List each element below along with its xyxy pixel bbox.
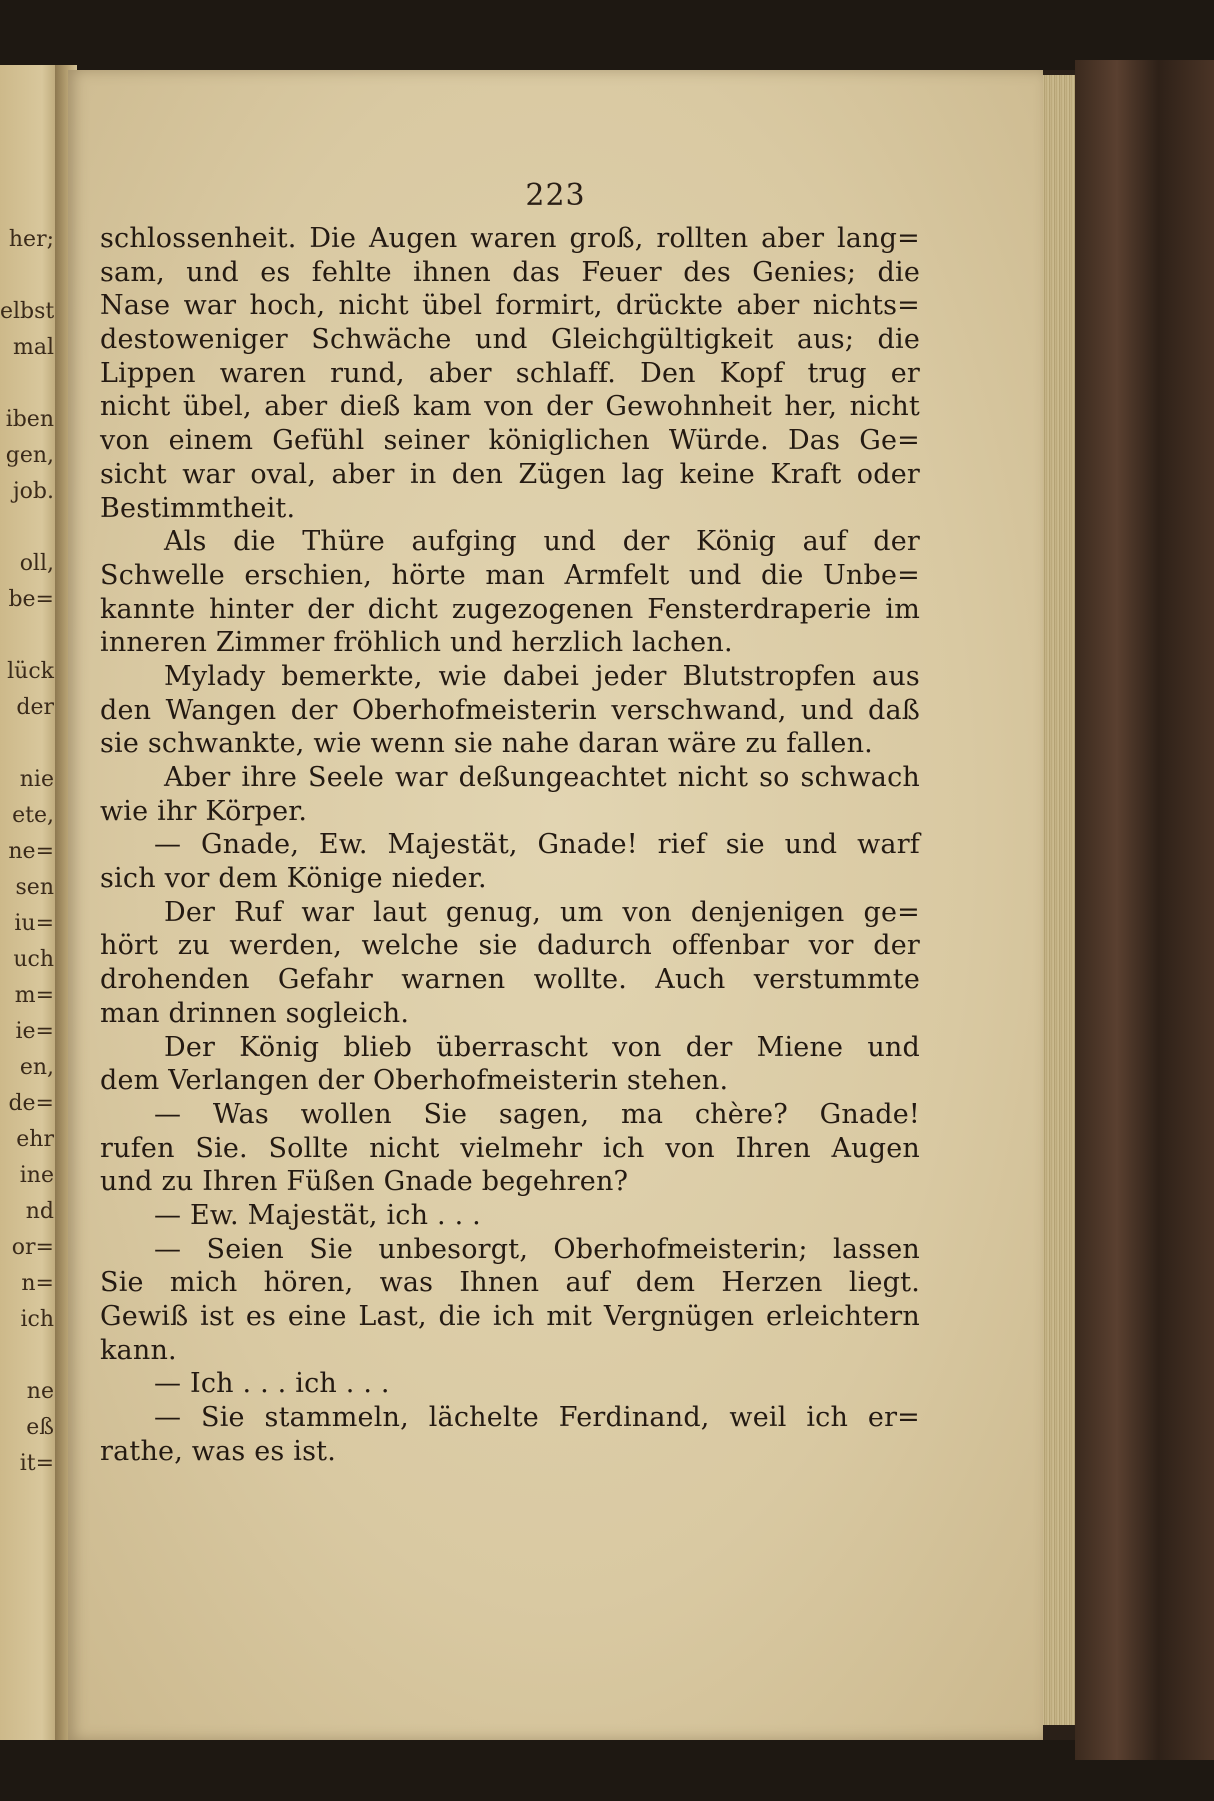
previous-page-fragment: eß <box>26 1415 54 1440</box>
previous-page-fragment: ete, <box>12 803 54 828</box>
text-line: von einem Gefühl seiner königlichen Würde. Das Ge= <box>100 425 920 457</box>
scan-background-top <box>0 0 1214 70</box>
previous-page-fragment: job. <box>12 479 54 504</box>
text-line: sie schwankte, wie wenn sie nahe daran wäre zu fallen. <box>100 728 873 760</box>
previous-page-fragment: n= <box>21 1271 54 1296</box>
previous-page-edge <box>0 65 60 1740</box>
previous-page-fragment: it= <box>19 1451 54 1476</box>
text-line: Der Ruf war laut genug, um von denjenigen ge= <box>164 896 920 928</box>
previous-page-fragment <box>0 623 58 659</box>
previous-page-fragment: mal <box>12 335 54 360</box>
previous-page-fragment <box>0 371 58 407</box>
text-line: Nase war hoch, nicht übel formirt, drückte aber nichts= <box>100 290 920 322</box>
text-line: — Seien Sie unbesorgt, Oberhofmeisterin; lassen <box>154 1233 920 1265</box>
previous-page-fragment: nd <box>25 1199 54 1224</box>
text-line: hört zu werden, welche sie dadurch offenbar vor der <box>100 930 920 962</box>
page-number: 223 <box>525 178 586 213</box>
previous-page-fragment: gen, <box>5 443 54 468</box>
text-line: — Was wollen Sie sagen, ma chère? Gnade! <box>154 1098 920 1130</box>
text-line: wie ihr Körper. <box>100 795 308 827</box>
previous-page-fragment: elbst <box>0 299 55 324</box>
previous-page-fragment: lück <box>7 659 54 684</box>
text-line: — Gnade, Ew. Majestät, Gnade! rief sie und warf <box>154 829 920 861</box>
previous-page-fragment: der <box>16 695 54 720</box>
text-line: sicht war oval, aber in den Zügen lag keine Kraft oder <box>100 458 920 490</box>
text-line: Sie mich hören, was Ihnen auf dem Herzen liegt. <box>100 1267 920 1299</box>
text-line: Als die Thüre aufging und der König auf der <box>164 526 920 558</box>
text-line: den Wangen der Oberhofmeisterin verschwand, und daß <box>100 694 920 726</box>
text-line: Lippen waren rund, aber schlaff. Den Kopf trug er <box>100 357 920 389</box>
previous-page-fragment: ich <box>20 1307 54 1332</box>
previous-page-fragment: ne= <box>8 839 54 864</box>
text-line: kannte hinter der dicht zugezogenen Fensterdraperie im <box>100 593 920 625</box>
text-line: nicht übel, aber dieß kam von der Gewohnheit her, nicht <box>100 391 920 423</box>
previous-page-fragment: or= <box>11 1235 54 1260</box>
text-line: Schwelle erschien, hörte man Armfelt und die Unbe= <box>100 559 920 591</box>
previous-page-fragment: oll, <box>19 551 54 576</box>
previous-page-fragment: en, <box>19 1055 54 1080</box>
text-line: und zu Ihren Füßen Gnade begehren? <box>100 1166 629 1198</box>
text-line: inneren Zimmer fröhlich und herzlich lachen. <box>100 627 733 659</box>
previous-page-fragment: uch <box>13 947 54 972</box>
previous-page-fragment: sen <box>15 875 54 900</box>
text-line: — Sie stammeln, lächelte Ferdinand, weil ich er= <box>154 1402 920 1434</box>
previous-page-fragment: ne <box>26 1379 54 1404</box>
previous-page-fragment: ehr <box>16 1127 54 1152</box>
text-line: dem Verlangen der Oberhofmeisterin stehen. <box>100 1065 729 1097</box>
previous-page-fragment <box>0 515 58 551</box>
previous-page-fragment <box>0 731 58 767</box>
previous-page-fragment: nie <box>19 767 54 792</box>
text-line: rathe, was es ist. <box>100 1435 336 1467</box>
previous-page-fragment <box>0 263 58 299</box>
previous-page-fragment: ine <box>19 1163 54 1188</box>
text-line: — Ich . . . ich . . . <box>154 1368 390 1400</box>
text-line: kann. <box>100 1334 177 1366</box>
text-line: — Ew. Majestät, ich . . . <box>154 1199 481 1231</box>
book-page <box>68 70 1043 1740</box>
text-line: sam, und es fehlte ihnen das Feuer des Genies; die <box>100 256 920 288</box>
text-line: destoweniger Schwäche und Gleichgültigkeit aus; die <box>100 324 920 356</box>
previous-page-fragment: iu= <box>14 911 54 936</box>
scan-background-bottom <box>0 1740 1214 1801</box>
previous-page-fragment: ie= <box>15 1019 54 1044</box>
previous-page-fragment: de= <box>8 1091 54 1116</box>
text-line: Gewiß ist es eine Last, die ich mit Vergnügen erleichtern <box>100 1301 920 1332</box>
text-line: Mylady bemerkte, wie dabei jeder Blutstropfen aus <box>164 660 920 692</box>
text-line: Aber ihre Seele war deßungeachtet nicht so schwach <box>164 762 920 793</box>
text-line: sich vor dem Könige nieder. <box>100 863 487 895</box>
text-line: schlossenheit. Die Augen waren groß, rollten aber lang= <box>100 223 920 254</box>
previous-page-fragment: iben <box>5 407 54 432</box>
previous-page-fragment: be= <box>8 587 54 612</box>
previous-page-fragment <box>0 1343 58 1379</box>
text-line: rufen Sie. Sollte nicht vielmehr ich von Ihren Augen <box>100 1132 920 1164</box>
page-text <box>100 222 920 1468</box>
text-line: man drinnen sogleich. <box>100 997 410 1029</box>
previous-page-fragment: m= <box>14 983 54 1008</box>
book-cover-edge <box>1075 60 1214 1760</box>
text-line: Der König blieb überrascht von der Miene und <box>164 1031 920 1063</box>
text-line: drohenden Gefahr warnen wollte. Auch verstummte <box>100 964 920 996</box>
text-line: Bestimmtheit. <box>100 492 296 524</box>
previous-page-fragment: her; <box>8 227 54 252</box>
previous-page-text-fragments <box>0 227 58 1487</box>
